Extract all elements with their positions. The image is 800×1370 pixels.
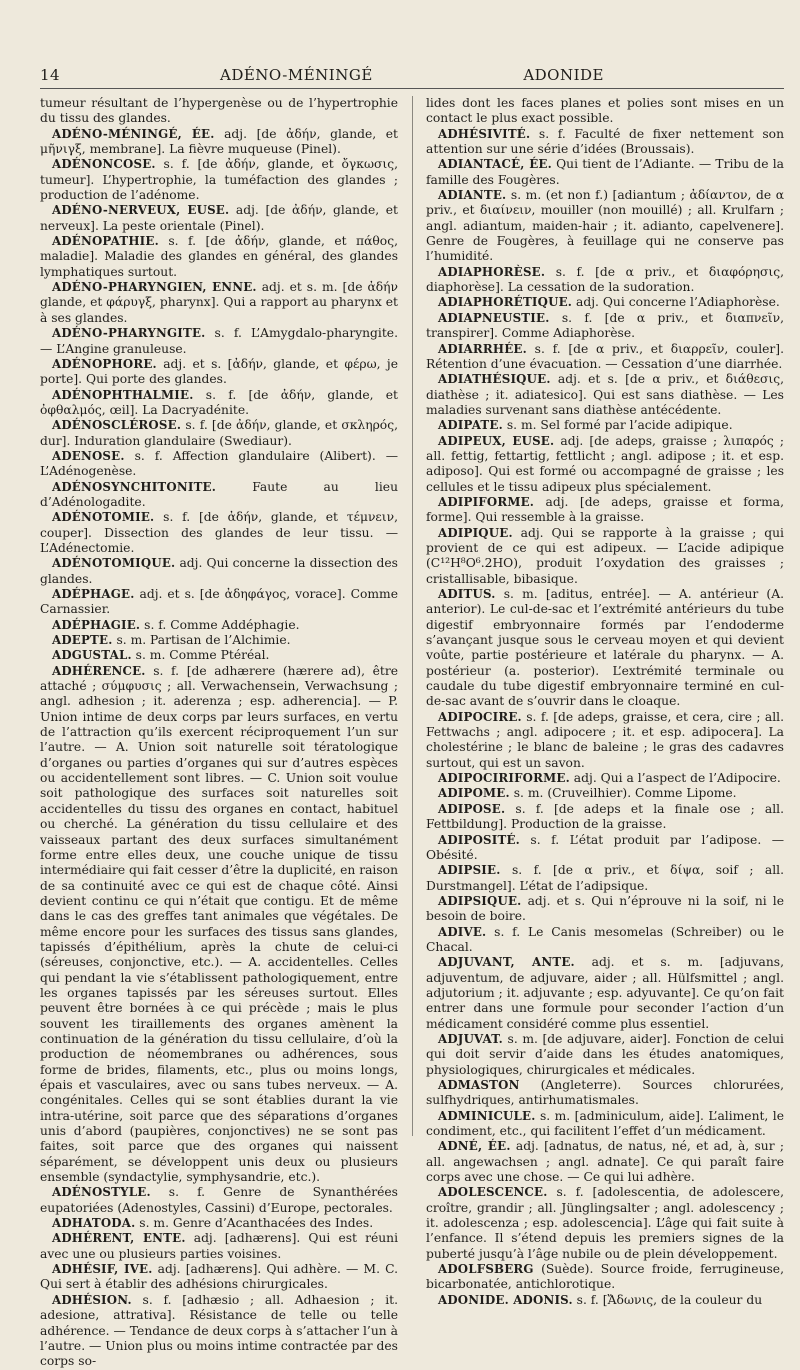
entry-text: adj. et s. [de α priv., et διάθεσις, diathèse ; it. adiatesico]. Qui est sans diathèse. — Les maladies survenant sans diathèse antécédente. — [426, 372, 784, 417]
dictionary-entry — [426, 342, 784, 373]
dictionary-entry — [426, 127, 784, 158]
entry-headword: ADIPATE. — [438, 418, 503, 433]
entry-headword: ADIPOME. — [438, 786, 510, 801]
entry-headword: ADÉNOPATHIE. — [52, 234, 159, 249]
entry-headword: ADONIDE. ADONIS. — [438, 1292, 573, 1307]
entry-text: s. f. [de ἀδήν, glande, et τέμνειν, couper]. Dissection des glandes de leur tissu. — L’Adénectomie. — [40, 510, 398, 555]
dictionary-entry — [426, 311, 784, 342]
entry-text: s. m. [adminiculum, aide]. L’aliment, le condiment, etc., qui facilitent l’effet d’un médicament. — [426, 1108, 784, 1139]
entry-text: s. m. (Cruveilhier). Comme Lipome. — [509, 786, 737, 801]
entry-text: adj. Qui se rapporte à la graisse ; qui provient de ce qui est adipeux. — L’acide adipique (C¹²H⁸O⁶.2HO), produit l’oxydation des graisses ; cristallisable, bibasique. — [426, 525, 784, 586]
dictionary-entry — [426, 157, 784, 188]
dictionary-entry — [426, 434, 784, 495]
dictionary-entry — [426, 265, 784, 296]
entry-headword: ADÉNONCOSE. — [52, 157, 156, 172]
dictionary-entry — [40, 648, 398, 663]
dictionary-entry — [40, 326, 398, 357]
right-lead-in: lides dont les faces planes et polies sont mises en un contact le plus exact possible. — [426, 96, 784, 126]
entry-text: s. f. Genre de Synanthérées eupatoriées (Adenostyles, Cassini) d’Europe, pectorales. — [40, 1185, 398, 1215]
running-head — [40, 66, 784, 89]
dictionary-entry — [40, 1293, 398, 1370]
entry-headword: ADÉNOSYNCHITONITE. — [52, 479, 217, 494]
entry-text: (Suède). Source froide, ferrugineuse, bicarbonatée, antichlorotique. — [426, 1262, 784, 1292]
left-column — [40, 96, 398, 1370]
entry-headword: ADÉNOTOMIE. — [52, 510, 155, 525]
dictionary-entry — [40, 587, 398, 618]
dictionary-entry — [40, 280, 398, 326]
dictionary-entry — [426, 833, 784, 864]
entry-text: adj. Qui a l’aspect de l’Adipocire. — [569, 771, 781, 786]
right-column — [426, 96, 784, 1308]
dictionary-entry — [426, 771, 784, 786]
dictionary-entry — [40, 203, 398, 234]
entry-headword: ADJUVANT, ANTE. — [438, 955, 575, 970]
entry-headword: ADIPEUX, EUSE. — [438, 433, 555, 448]
page-number: 14 — [40, 66, 61, 84]
entry-text: s. f. [de ἀδήν, glande, et πάθος, maladie]. Maladie des glandes en général, des glandes lymphatiques surtout. — [40, 234, 398, 279]
dictionary-entry — [40, 1216, 398, 1231]
entry-text: s. f. [de ἀδήν, glande, et ὀφθαλμός, œil]. La Dacryadénite. — [40, 387, 398, 417]
entry-text: s. m. (et non f.) [adiantum ; ἀδίαντον, de α priv., et διαίνειν, mouiller (non mouillé) ; all. Krulfarn ; angl. adiantum, maiden-hair ; it. adianto, capelvenere]. Genre de Fougères, à feuillage qui ne conserve pas l’humidité. — [426, 188, 784, 264]
entry-text: s. m. [aditus, entrée]. — A. antérieur (A. anterior). Le cul-de-sac et l’extrémité antérieurs du tube digestif embryonnaire formés par l’endoderme s’avançant jusque sous le cerveau moyen et qui devient voûte, partie postérieure et latérale du pharynx. — A. postérieur (a. posterior). L’extrémité terminale ou caudale du tube digestif embryonnaire terminé en cul-de-sac avant de s’ouvrir dans le cloaque. — [426, 587, 784, 709]
entry-headword: ADÉNO-MÉNINGÉ, ÉE. — [52, 126, 215, 141]
running-head-left: ADÉNO-MÉNINGÉ — [220, 66, 373, 84]
entry-headword: ADOLESCENCE. — [438, 1185, 548, 1200]
dictionary-entry — [40, 127, 398, 158]
entry-headword: ADHÉSIVITÉ. — [438, 126, 531, 141]
entry-headword: ADNÉ, ÉE. — [438, 1139, 511, 1154]
entry-headword: ADÉNOSTYLE. — [52, 1185, 151, 1200]
entry-headword: ADÉNOSCLÉROSE. — [52, 418, 182, 433]
entry-text: s. m. Comme Ptéréal. — [131, 648, 270, 663]
entry-headword: ADÉNO-PHARYNGIEN, ENNE. — [52, 280, 257, 295]
running-head-right: ADONIDE — [523, 66, 604, 84]
entry-headword: ADMASTON — [438, 1078, 520, 1092]
entry-headword: ADGUSTAL. — [52, 648, 132, 663]
entry-text: s. f. [de ἀδήν, glande, et σκληρός, dur]. Induration glandulaire (Swediaur). — [40, 418, 398, 448]
dictionary-entry — [426, 1109, 784, 1140]
entry-headword: ADMINICULE. — [438, 1108, 536, 1123]
dictionary-entry — [426, 587, 784, 710]
entry-headword: ADIANTE. — [438, 188, 507, 203]
entry-headword: ADIAPHORÉTIQUE. — [438, 295, 573, 310]
entry-headword: ADIAPNEUSTIE. — [438, 310, 550, 325]
entry-headword: ADIATHÉSIQUE. — [438, 372, 551, 387]
dictionary-entry — [40, 664, 398, 1186]
entry-text: adj. et s. Qui n’éprouve ni la soif, ni le besoin de boire. — [426, 893, 784, 924]
entry-text: Qui tient de l’Adiante. — Tribu de la famille des Fougères. — [426, 157, 784, 187]
dictionary-entry — [426, 1139, 784, 1185]
entry-headword: ADÉPHAGIE. — [52, 617, 141, 632]
entry-text: s. f. [Ἄδωνις, de la couleur du — [572, 1292, 763, 1307]
entry-headword: ADÉNOPHORE. — [52, 356, 157, 371]
dictionary-entry — [426, 1032, 784, 1078]
entry-text: adj. Qui concerne la dissection des glandes. — [40, 556, 398, 586]
entry-text: s. f. [adhæsio ; all. Adhaesion ; it. adesione, attrativa]. Résistance de telle ou telle adhérence. — Tendance de deux corps à s’attacher l’un à l’autre. — Union plus ou moins intime contractée par des corps so- — [40, 1292, 398, 1369]
entry-headword: ADOLFSBERG — [438, 1262, 534, 1277]
entry-text: adj. Qui concerne l’Adiaphorèse. — [572, 295, 780, 310]
dictionary-entry — [426, 955, 784, 1032]
dictionary-entry — [40, 357, 398, 388]
dictionary-entry — [426, 1185, 784, 1262]
dictionary-entry — [40, 633, 398, 648]
dictionary-entry — [426, 863, 784, 894]
entry-headword: ADIPOCIRE. — [438, 709, 522, 724]
entry-headword: ADHÉRENCE. — [52, 663, 146, 678]
entry-text: adj. [de adeps, graisse ; λιπαρός ; all. fettig, fettartig, fettlicht ; angl. adipose ; it. et esp. adiposo]. Qui est formé ou accompagné de graisse ; les cellules et le tissu adipeux plus spécialement. — [426, 433, 784, 494]
entry-text: s. f. L’Amygdalo-pharyngite. — L’Angine granuleuse. — [40, 326, 398, 356]
entry-headword: ADÉNO-PHARYNGITE. — [52, 326, 206, 341]
left-lead-in: tumeur résultant de l’hypergenèse ou de l’hypertrophie du tissu des glandes. — [40, 96, 398, 126]
entry-text: adj. [adnatus, de natus, né, et ad, à, sur ; all. angewachsen ; angl. adnate]. Ce qui paraît faire corps avec une chose. — Ce qui lui adhère. — [426, 1139, 784, 1185]
entry-text: adj. et s. m. [adjuvans, adjuventum, de adjuvare, aider ; all. Hülfsmittel ; angl. adjutorium ; it. adjuvante ; esp. adyuvante]. Ce qu’on fait entrer dans une formule pour seconder l’action d’un médicament considéré comme plus essentiel. — [426, 955, 784, 1031]
dictionary-entry — [40, 1185, 398, 1216]
dictionary-entry — [40, 418, 398, 449]
dictionary-entry — [40, 157, 398, 203]
entry-headword: ADEPTE. — [52, 633, 113, 648]
entry-text: Faute au lieu d’Adénologadite. — [40, 479, 398, 509]
entry-headword: ADIPSIQUE. — [438, 893, 522, 908]
entry-text: s. m. Genre d’Acanthacées des Indes. — [135, 1216, 374, 1231]
entry-text: s. f. [adolescentia, de adolescere, croître, grandir ; all. Jünglingsalter ; angl. adolescency ; it. adolescenza ; esp. adolescencia]. L’âge qui fait suite à l’enfance. Il s’étend depuis les premiers signes de la puberté jusqu’à l’âge nubile ou de plein développement. — [426, 1185, 784, 1261]
entry-headword: ADÉNOTOMIQUE. — [52, 556, 176, 571]
entry-headword: ADJUVAT. — [438, 1031, 503, 1046]
entry-text: adj. [de ἀδήν, glande, et nerveux]. La peste orientale (Pinel). — [40, 203, 398, 233]
dictionary-entry — [40, 618, 398, 633]
entry-text: s. f. [de α priv., et διαπνεῖν, transpirer]. Comme Adiaphorèse. — [426, 310, 784, 341]
dictionary-entry — [426, 1078, 784, 1109]
entry-text: s. f. [de α priv., et διαρρεῖν, couler]. Rétention d’une évacuation. — Cessation d’une diarrhée. — [426, 341, 784, 371]
entry-text: adj. [de ἀδήν, glande, et μῆνιγξ, membrane]. La fièvre muqueuse (Pinel). — [40, 126, 398, 157]
entry-headword: ADIPSIE. — [438, 863, 501, 878]
dictionary-entry — [426, 526, 784, 587]
entry-text: adj. et s. [de ἀδηφάγος, vorace]. Comme Carnassier. — [40, 587, 398, 617]
dictionary-entry — [426, 495, 784, 526]
dictionary-entry — [426, 925, 784, 956]
entry-text: s. f. [de α priv., et δίψα, soif ; all. Durstmangel]. L’état de l’adipsique. — [426, 863, 784, 893]
entry-text: adj. et s. m. [de ἀδήν glande, et φάρυγξ, pharynx]. Qui a rapport au pharynx et à ses glandes. — [40, 280, 398, 325]
entry-headword: ADIVE. — [438, 924, 487, 939]
dictionary-entry — [40, 449, 398, 480]
entry-headword: ADHÉSIF, IVE. — [52, 1262, 153, 1277]
entry-text: adj. [adhærens]. Qui adhère. — M. C. Qui sert à établir des adhésions chirurgicales. — [40, 1262, 398, 1292]
dictionary-entry — [426, 1293, 784, 1308]
entry-text: s. f. Affection glandulaire (Alibert). — L’Adénogenèse. — [40, 448, 398, 479]
entry-text: s. m. Sel formé par l’acide adipique. — [502, 418, 733, 433]
entry-text: s. f. [de adhærere (hærere ad), être attaché ; σύμφυσις ; all. Verwachensein, Verwachsung ; angl. adhesion ; it. aderenza ; esp. adherencia]. — P. Union intime de deux corps par leurs surfaces, en vertu de l’attraction qu’ils exercent réciproquement l’un sur l’autre. — A. Union soit naturelle soit tératologique d’organes ou parties d’organes qui sur d’autres espèces ou accidentellement sont libres. — C. Union soit voulue soit pathologique des surfaces soit naturelles soit accidentelles du tissu des organes en contact, habituel ou cherché. La génération du tissu cellulaire et des vaisseaux partant des deux surfaces simultanément forme entre elles deux, une couche unique de tissu intermédiaire qui fait cesser d’être la duplicité, en raison de sa continuité avec ce qui est de chaque côté. Ainsi devient continu ce qui n’était que contigu. Et de même dans le cas des greffes tant animales que végétales. De même encore pour les surfaces des tissus sans glandes, tapissés d’épithélium, après la chute de celui-ci (séreuses, conjonctive, etc.). — A. accidentelles. Celles qui pendant la vie s’établissent pathologiquement, entre les organes tapissés par les séreuses surtout. Elles peuvent être bornées à ce qui précède ; mais le plus souvent les tiraillements des organes amènent la continuation de la génération du tissu cellulaire, d’où la production de néomembranes ou adhérences, sous forme de brides, filaments, etc., plus ou moins longs, épais et vasculaires, avec ou sans tubes nerveux. — A. congénitales. Celles qui se sont établies durant la vie intra-utérine, soit parce que des séparations d’organes unis d’abord (paupières, conjonctives) ne se sont pas faites, soit parce que des organes qui naissent séparément, se développent unis deux ou plusieurs ensemble (syndactylie, symphysandrie, etc.). — [40, 663, 398, 1185]
entry-text: s. f. [de α priv., et διαφόρησις, diaphorèse]. La cessation de la sudoration. — [426, 264, 784, 295]
entry-headword: ADÉNO-NERVEUX, EUSE. — [52, 203, 230, 218]
dictionary-entry — [40, 480, 398, 511]
dictionary-entry — [40, 234, 398, 280]
entry-text: adj. et s. [ἀδήν, glande, et φέρω, je porte]. Qui porte des glandes. — [40, 356, 398, 387]
column-divider — [412, 96, 413, 1136]
entry-headword: ADIAPHORÈSE. — [438, 264, 546, 279]
dictionary-entry — [426, 418, 784, 433]
entry-text: adj. [adhærens]. Qui est réuni avec une ou plusieurs parties voisines. — [40, 1231, 398, 1261]
entry-headword: ADÉPHAGE. — [52, 587, 135, 601]
entry-headword: ADÉNOPHTHALMIE. — [52, 387, 194, 402]
dictionary-entry — [426, 802, 784, 833]
dictionary-entry — [426, 295, 784, 310]
entry-headword: ADIPOSE. — [438, 801, 506, 816]
entry-headword: ADIANTACÉ, ÉE. — [438, 157, 552, 172]
entry-headword: ADHÉRENT, ENTE. — [52, 1231, 186, 1246]
dictionary-entry — [426, 786, 784, 801]
dictionary-entry — [40, 1262, 398, 1293]
dictionary-entry — [426, 188, 784, 265]
dictionary-entry — [426, 894, 784, 925]
entry-headword: ADIPOCIRIFORME. — [438, 771, 570, 786]
entry-text: s. f. L’état produit par l’adipose. — Obésité. — [426, 832, 784, 862]
entry-text: s. f. [de adeps et la finale ose ; all. Fettbildung]. Production de la graisse. — [426, 801, 784, 832]
entry-text: s. f. Le Canis mesomelas (Schreiber) ou le Chacal. — [426, 924, 784, 954]
entry-headword: ADHÉSION. — [52, 1292, 132, 1307]
entry-headword: ADITUS. — [438, 587, 496, 601]
entry-text: s. f. [de ἀδήν, glande, et ὄγκωσις, tumeur]. L’hypertrophie, la tuméfaction des glandes ; production de l’adénome. — [40, 157, 398, 203]
dictionary-entry — [40, 1231, 398, 1262]
dictionary-entry — [40, 556, 398, 587]
entry-headword: ADIPIQUE. — [438, 525, 513, 540]
dictionary-entry — [40, 510, 398, 556]
entry-text: s. f. Faculté de fixer nettement son attention sur une série d’idées (Broussais). — [426, 126, 784, 157]
dictionary-entry — [426, 372, 784, 418]
entry-text: adj. [de adeps, graisse et forma, forme]. Qui ressemble à la graisse. — [426, 494, 784, 525]
entry-headword: ADHATODA. — [52, 1216, 136, 1231]
entry-text: s. m. [de adjuvare, aider]. Fonction de celui qui doit servir d’aide dans les études anatomiques, physiologiques, chirurgicales et médicales. — [426, 1031, 784, 1077]
entry-text: s. f. Comme Addéphagie. — [140, 617, 300, 632]
entry-headword: ADIPIFORME. — [438, 494, 535, 509]
entry-headword: ADENOSE. — [52, 448, 125, 463]
dictionary-entry — [40, 388, 398, 419]
entry-text: s. m. Partisan de l’Alchimie. — [112, 633, 291, 648]
dictionary-entry — [426, 1262, 784, 1293]
entry-headword: ADIPOSITÉ. — [438, 832, 520, 847]
entry-headword: ADIARRHÉE. — [438, 341, 527, 356]
dictionary-entry — [426, 710, 784, 771]
entry-text: (Angleterre). Sources chlorurées, sulfhydriques, antirhumatismales. — [426, 1078, 784, 1108]
entry-text: s. f. [de adeps, graisse, et cera, cire ; all. Fettwachs ; angl. adipocere ; it. et esp. adipocera]. La cholestérine ; le blanc de baleine ; le gras des cadavres surtout, qui est un savon. — [426, 709, 784, 770]
